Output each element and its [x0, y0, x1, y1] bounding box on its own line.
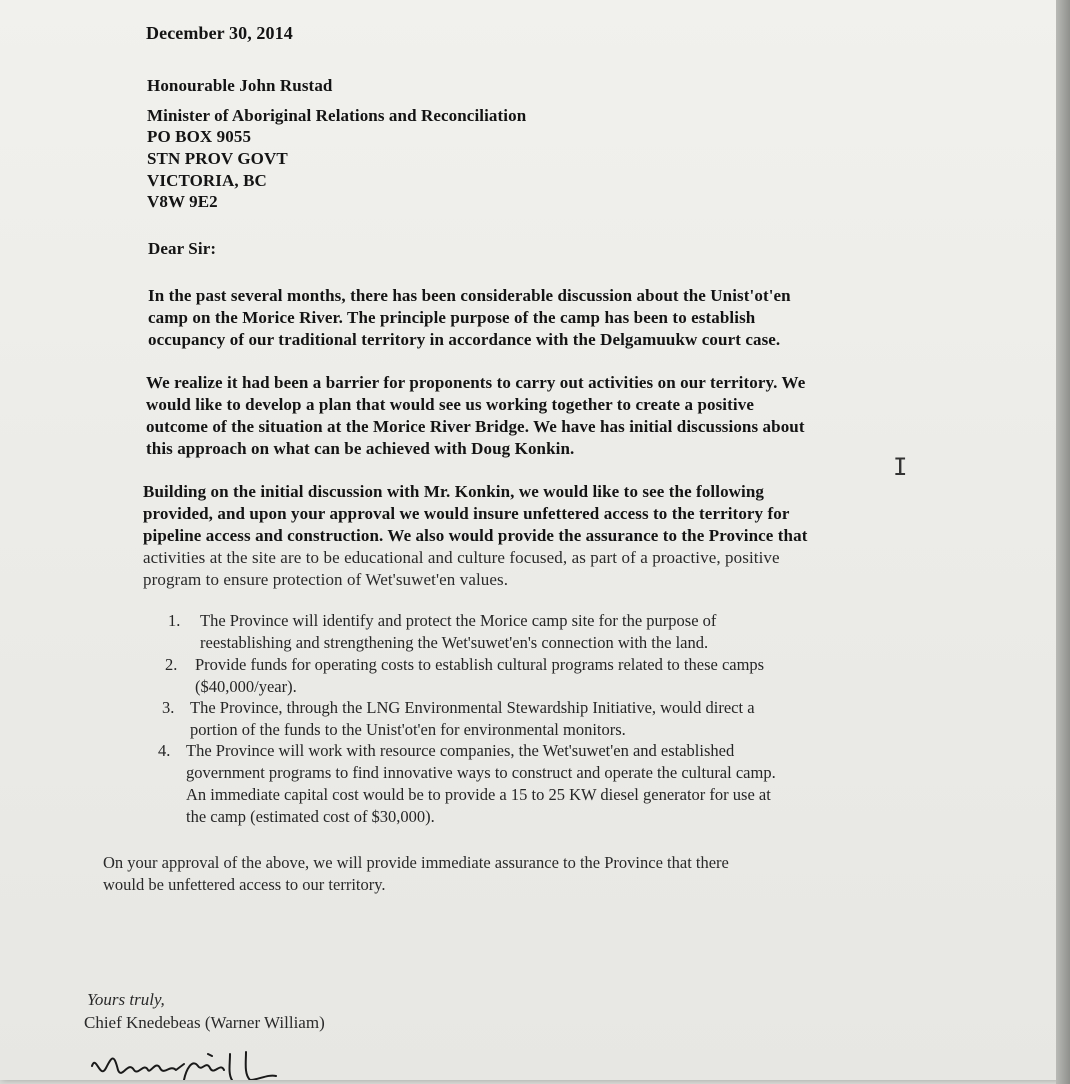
list-item-line: portion of the funds to the Unist'ot'en for environmental monitors. — [190, 720, 626, 739]
letter-signatory: Chief Knedebeas (Warner William) — [84, 1013, 325, 1032]
handwritten-signature — [88, 1040, 318, 1080]
paragraph-1-line: In the past several months, there has been considerable discussion about the Unist'ot'en — [148, 286, 791, 305]
salutation: Dear Sir: — [148, 239, 217, 258]
recipient-name: Honourable John Rustad — [147, 76, 333, 95]
list-item-line: Provide funds for operating costs to establish cultural programs related to these camps — [195, 655, 765, 674]
paragraph-1-line: camp on the Morice River. The principle purpose of the camp has been to establish — [148, 308, 756, 327]
list-item-line: ($40,000/year). — [195, 677, 297, 696]
list-item — [165, 654, 764, 698]
closing-paragraph-line: would be unfettered access to our territory. — [103, 875, 386, 894]
paragraph-3-line: activities at the site are to be educational and culture focused, as part of a proactive, positive — [143, 548, 780, 567]
list-item — [158, 740, 776, 828]
paragraph-2-line: this approach on what can be achieved with Doug Konkin. — [146, 439, 575, 458]
paragraph-2-line: outcome of the situation at the Morice River Bridge. We have has initial discussions about — [146, 417, 805, 436]
paragraph-3 — [143, 481, 807, 591]
list-item-line: An immediate capital cost would be to provide a 15 to 25 KW diesel generator for use at — [186, 785, 771, 804]
paragraph-1 — [148, 285, 791, 351]
paragraph-1-line: occupancy of our traditional territory in accordance with the Delgamuukw court case. — [148, 330, 781, 349]
recipient-po-box: PO BOX 9055 — [147, 127, 252, 146]
paragraph-2 — [146, 372, 805, 460]
list-item-line: The Province, through the LNG Environmental Stewardship Initiative, would direct a — [190, 698, 755, 717]
paragraph-3-line: provided, and upon your approval we would insure unfettered access to the territory for — [143, 504, 790, 523]
recipient-title: Minister of Aboriginal Relations and Reconciliation — [147, 106, 527, 125]
list-item-number: 1. — [168, 611, 181, 630]
list-item-line: government programs to find innovative ways to construct and operate the cultural camp. — [186, 763, 776, 782]
list-item-number: 2. — [165, 655, 178, 674]
list-item — [168, 610, 716, 654]
recipient-city: VICTORIA, BC — [147, 171, 267, 190]
recipient-station: STN PROV GOVT — [147, 149, 288, 168]
paragraph-3-line: program to ensure protection of Wet'suwet'en values. — [143, 570, 509, 589]
list-item-line: the camp (estimated cost of $30,000). — [186, 807, 435, 826]
recipient-postal-code: V8W 9E2 — [147, 192, 218, 211]
list-item-number: 4. — [158, 741, 171, 760]
screen-bezel-edge — [1056, 0, 1070, 1084]
list-item-line: The Province will identify and protect the Morice camp site for the purpose of — [200, 611, 717, 630]
text-cursor-icon: I — [893, 453, 908, 481]
closing-paragraph — [103, 852, 729, 896]
list-item-number: 3. — [162, 698, 175, 717]
list-item — [162, 697, 755, 741]
paragraph-3-line: Building on the initial discussion with Mr. Konkin, we would like to see the following — [143, 482, 765, 501]
closing-paragraph-line: On your approval of the above, we will provide immediate assurance to the Province that there — [103, 853, 729, 872]
letter-closing: Yours truly, — [87, 990, 165, 1009]
list-item-line: reestablishing and strengthening the Wet'suwet'en's connection with the land. — [200, 633, 709, 652]
paragraph-2-line: We realize it had been a barrier for proponents to carry out activities on our territory. We — [146, 373, 806, 392]
paragraph-3-line: pipeline access and construction. We also would provide the assurance to the Province that — [143, 526, 808, 545]
letter-date: December 30, 2014 — [146, 23, 293, 43]
paragraph-2-line: would like to develop a plan that would see us working together to create a positive — [146, 395, 754, 414]
list-item-line: The Province will work with resource companies, the Wet'suwet'en and established — [186, 741, 735, 760]
